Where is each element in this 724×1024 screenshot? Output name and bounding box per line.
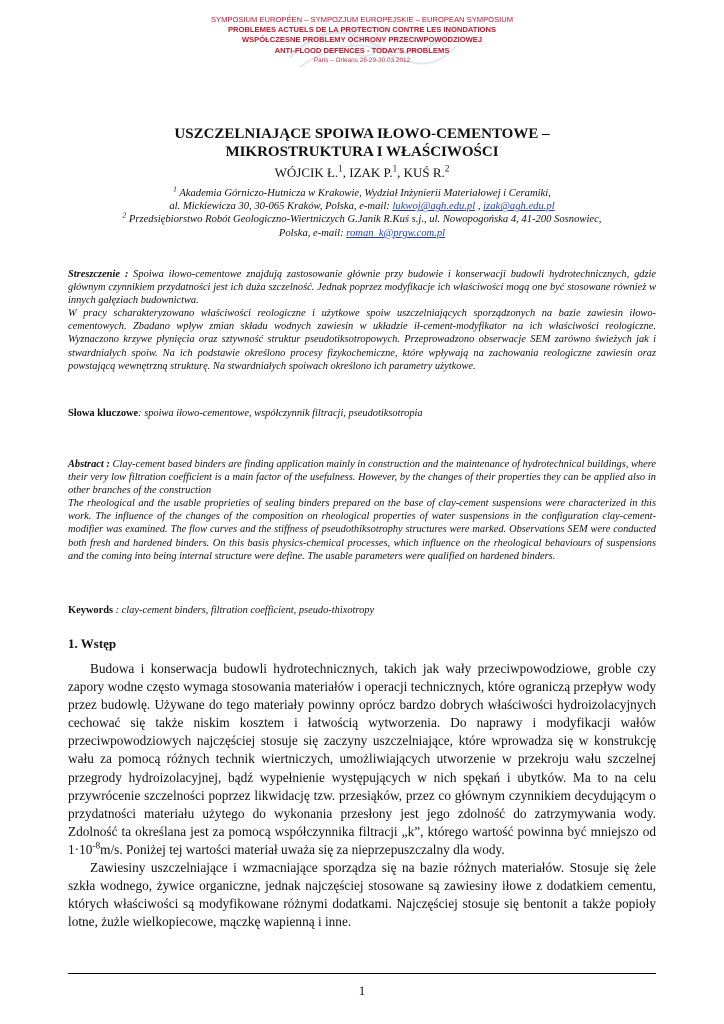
body-paragraph-1-exponent: -8 <box>92 841 101 852</box>
header-line-2: PROBLEMES ACTUELS DE LA PROTECTION CONTRE LES INONDATIONS <box>227 25 497 35</box>
affiliation-2-text: Przedsiębiorstwo Robót Geologiczno-Wiertniczych G.Janik R.Kuś s.j., ul. Nowopogońska 4, 41-200 Sosnowiec, <box>126 214 602 226</box>
streszczenie-para-2: W pracy scharakteryzowano właściwości reologiczne i użytkowe spoiw uszczelniających sporządzonych na bazie zawiesin iłowo-cementowych. Zbadano wpływ zmian składu wodnych zawiesin w układzie ił-cement-modyfikator na ich właściwości reologiczne. Wyznaczono krzywe płynięcia oraz sztywność struktur pseudotiksotropowych. Przeprowadzono obserwacje SEM zarówno świeżych jak i stwardniałych spoiw. Na ich podstawie określono procesy fizykochemiczne, które wpływają na zachowania reologiczne zawiesin oraz powstającą wewnętrzną strukturę. Na stwardniałych spoiwach określono ich parametry użytkowe. <box>68 308 656 372</box>
abstract-block <box>68 458 656 563</box>
abstract-label: Abstract : <box>68 459 110 470</box>
body-paragraph-1-tail: m/s. Poniżej tej wartości materiał uważa się za nieprzepuszczalny dla wody. <box>100 841 505 857</box>
body-paragraph-1 <box>68 660 656 859</box>
body-paragraph-2: Zawiesiny uszczelniające i wzmacniające sporządza się na bazie różnych materiałów. Stosuje się żele szkła wodnego, żywice organiczne, jednak najczęściej stosowane są zawiesiny iłowe z dodatkiem cementu, których właściwości są modyfikowane różnymi dodatkami. Najczęściej stosuje się bentonit a także popioły lotne, żużle wielkopiecowe, mączkę wapienną i inne. <box>68 860 656 930</box>
affiliation-2-line-2 <box>60 227 664 240</box>
section-heading: 1. Wstęp <box>68 636 117 651</box>
header-line-3: WSPÓŁCZESNE PROBLEMY OCHRONY PRZECIWPOWODZIOWEJ <box>241 35 483 45</box>
streszczenie-text-1: Spoiwa iłowo-cementowe znajdują zastosowanie głównie przy budowie i konserwacji budowli hydrotechnicznych, gdzie głównym czynnikiem przydatności jest ich duża szczelność. Jednak poprzez modyfikacje ich właściwości mogą one być stosowane również w innych gałęziach budownictwa. <box>68 269 656 307</box>
author-2-sup: 1 <box>392 163 398 174</box>
header-line-1: SYMPOSIUM EUROPÉEN – SYMPOZJUM EUROPEJSKIE – EUROPEAN SYMPOSIUM <box>210 15 514 24</box>
authors <box>0 165 724 181</box>
header-line-5: Paris – Orléans 28-29-30.03.2012 <box>313 56 411 64</box>
header-line-4: ANTI-FLOOD DEFENCES - TODAY'S PROBLEMS <box>274 45 450 55</box>
title-line-2: MIKROSTRUKTURA I WŁAŚCIWOŚCI <box>225 144 499 160</box>
affiliation-1-sup: 1 <box>173 184 177 194</box>
author-3: , KUŚ R. <box>397 165 445 180</box>
email-link-roman[interactable]: roman_k@prgw.com.pl <box>346 227 446 239</box>
affiliation-2-sup: 2 <box>122 210 127 220</box>
paper-title <box>0 125 724 161</box>
abstract-para-2: The rheological and the usable proprieties of sealing binders prepared on the base of clay-cement suspensions were characterized in this work. The influence of the changes of the composition on rheological properties of water suspensions in the configuration clay-cement-modifier was examined. The flow curves and the stiffness of pseudothiksotrophy structures were marked. Observations SEM were conducted both fresh and hardened binders. On this basis physics-chemical processes, which influence on the rheological behaviours of suspensions and the coming into being internal structure were define. The usable parameters were qualified on hardened binders. <box>68 498 656 562</box>
author-2: , IZAK P. <box>342 165 393 180</box>
affiliation-1-address: al. Mickiewicza 30, 30-065 Kraków, Polska, e-mail: <box>169 201 393 213</box>
affiliation-2-country: Polska, e-mail: <box>278 227 347 239</box>
streszczenie-label: Streszczenie : <box>68 269 129 280</box>
conference-header <box>0 15 724 66</box>
abstract-text-1: Clay-cement based binders are finding application mainly in construction and the maintenance of hydrotechnical buildings, where their very low filtration coefficient is a main factor of the usefulness. However, by the changes of their properties they can be applied also in other branches of the construction <box>68 459 656 497</box>
body-paragraph-1-text: Budowa i konserwacja budowli hydrotechnicznych, takich jak wały przeciwpowodziowe, groble czy zapory wodne często wymaga stosowania materiałów i operacji technicznych, które ograniczą przepływ wody przez budowlę. Używane do tego materiały powinny oprócz bardzo dobrych właściwości hydroizolacyjnych cechować się także niskim kosztem i łatwością wytworzenia. Do naprawy i modyfikacji wałów przeciwpowodziowych najczęściej stosuje się zaczyny uszczelniające, które wprowadza się w konstrukcję wału za pomocą różnych technik wiertniczych, umożliwiających utworzenie w przekroju wału szczelnej przegrody hydroizolacyjnej, bądź wypełnienie występujących w nich spękań i ubytków. Ma to na celu przywrócenie szczelności poprzez likwidację tzw. przesiąków, przez co głównym czynnikiem decydującym o przydatności materiału użytego do wykonania przesłony jest jego zdolność do zatrzymywania wody. Zdolność ta określana jest za pomocą współczynnika filtracji „k”, którego wartość powinna być mniejszo od 1·10 <box>68 661 656 857</box>
page-number: 1 <box>358 983 366 998</box>
author-1-sup: 1 <box>338 163 343 174</box>
keywords <box>68 604 656 617</box>
section-body <box>68 660 656 931</box>
affiliation-1-line-1 <box>60 184 664 200</box>
email-link-lukwoj[interactable]: lukwoj@agh.edu.pl <box>392 201 476 213</box>
author-3-sup: 2 <box>444 163 450 174</box>
email-separator: , <box>475 201 484 213</box>
footer-rule <box>68 973 656 974</box>
affiliation-2-line-1 <box>60 210 664 226</box>
slowa-kluczowe-text: : spoiwa iłowo-cementowe, współczynnik filtracji, pseudotiksotropia <box>138 408 423 419</box>
streszczenie-para-1 <box>68 268 656 307</box>
slowa-kluczowe-label: Słowa kluczowe <box>68 408 139 419</box>
affiliation-1-line-2 <box>60 200 664 213</box>
keywords-label: Keywords <box>68 605 114 616</box>
slowa-kluczowe <box>68 407 656 420</box>
affiliations <box>60 184 664 240</box>
keywords-text: : clay-cement binders, filtration coefficient, pseudo-thixotropy <box>113 605 375 616</box>
author-1: WÓJCIK Ł. <box>274 165 339 180</box>
title-line-1: USZCZELNIAJĄCE SPOIWA IŁOWO-CEMENTOWE – <box>174 126 550 142</box>
streszczenie-block <box>68 268 656 373</box>
email-link-izak[interactable]: izak@agh.edu.pl <box>483 201 555 213</box>
abstract-para-1 <box>68 458 656 497</box>
affiliation-1-text: Akademia Górniczo-Hutnicza w Krakowie, Wydział Inżynierii Materiałowej i Ceramiki, <box>176 188 551 199</box>
